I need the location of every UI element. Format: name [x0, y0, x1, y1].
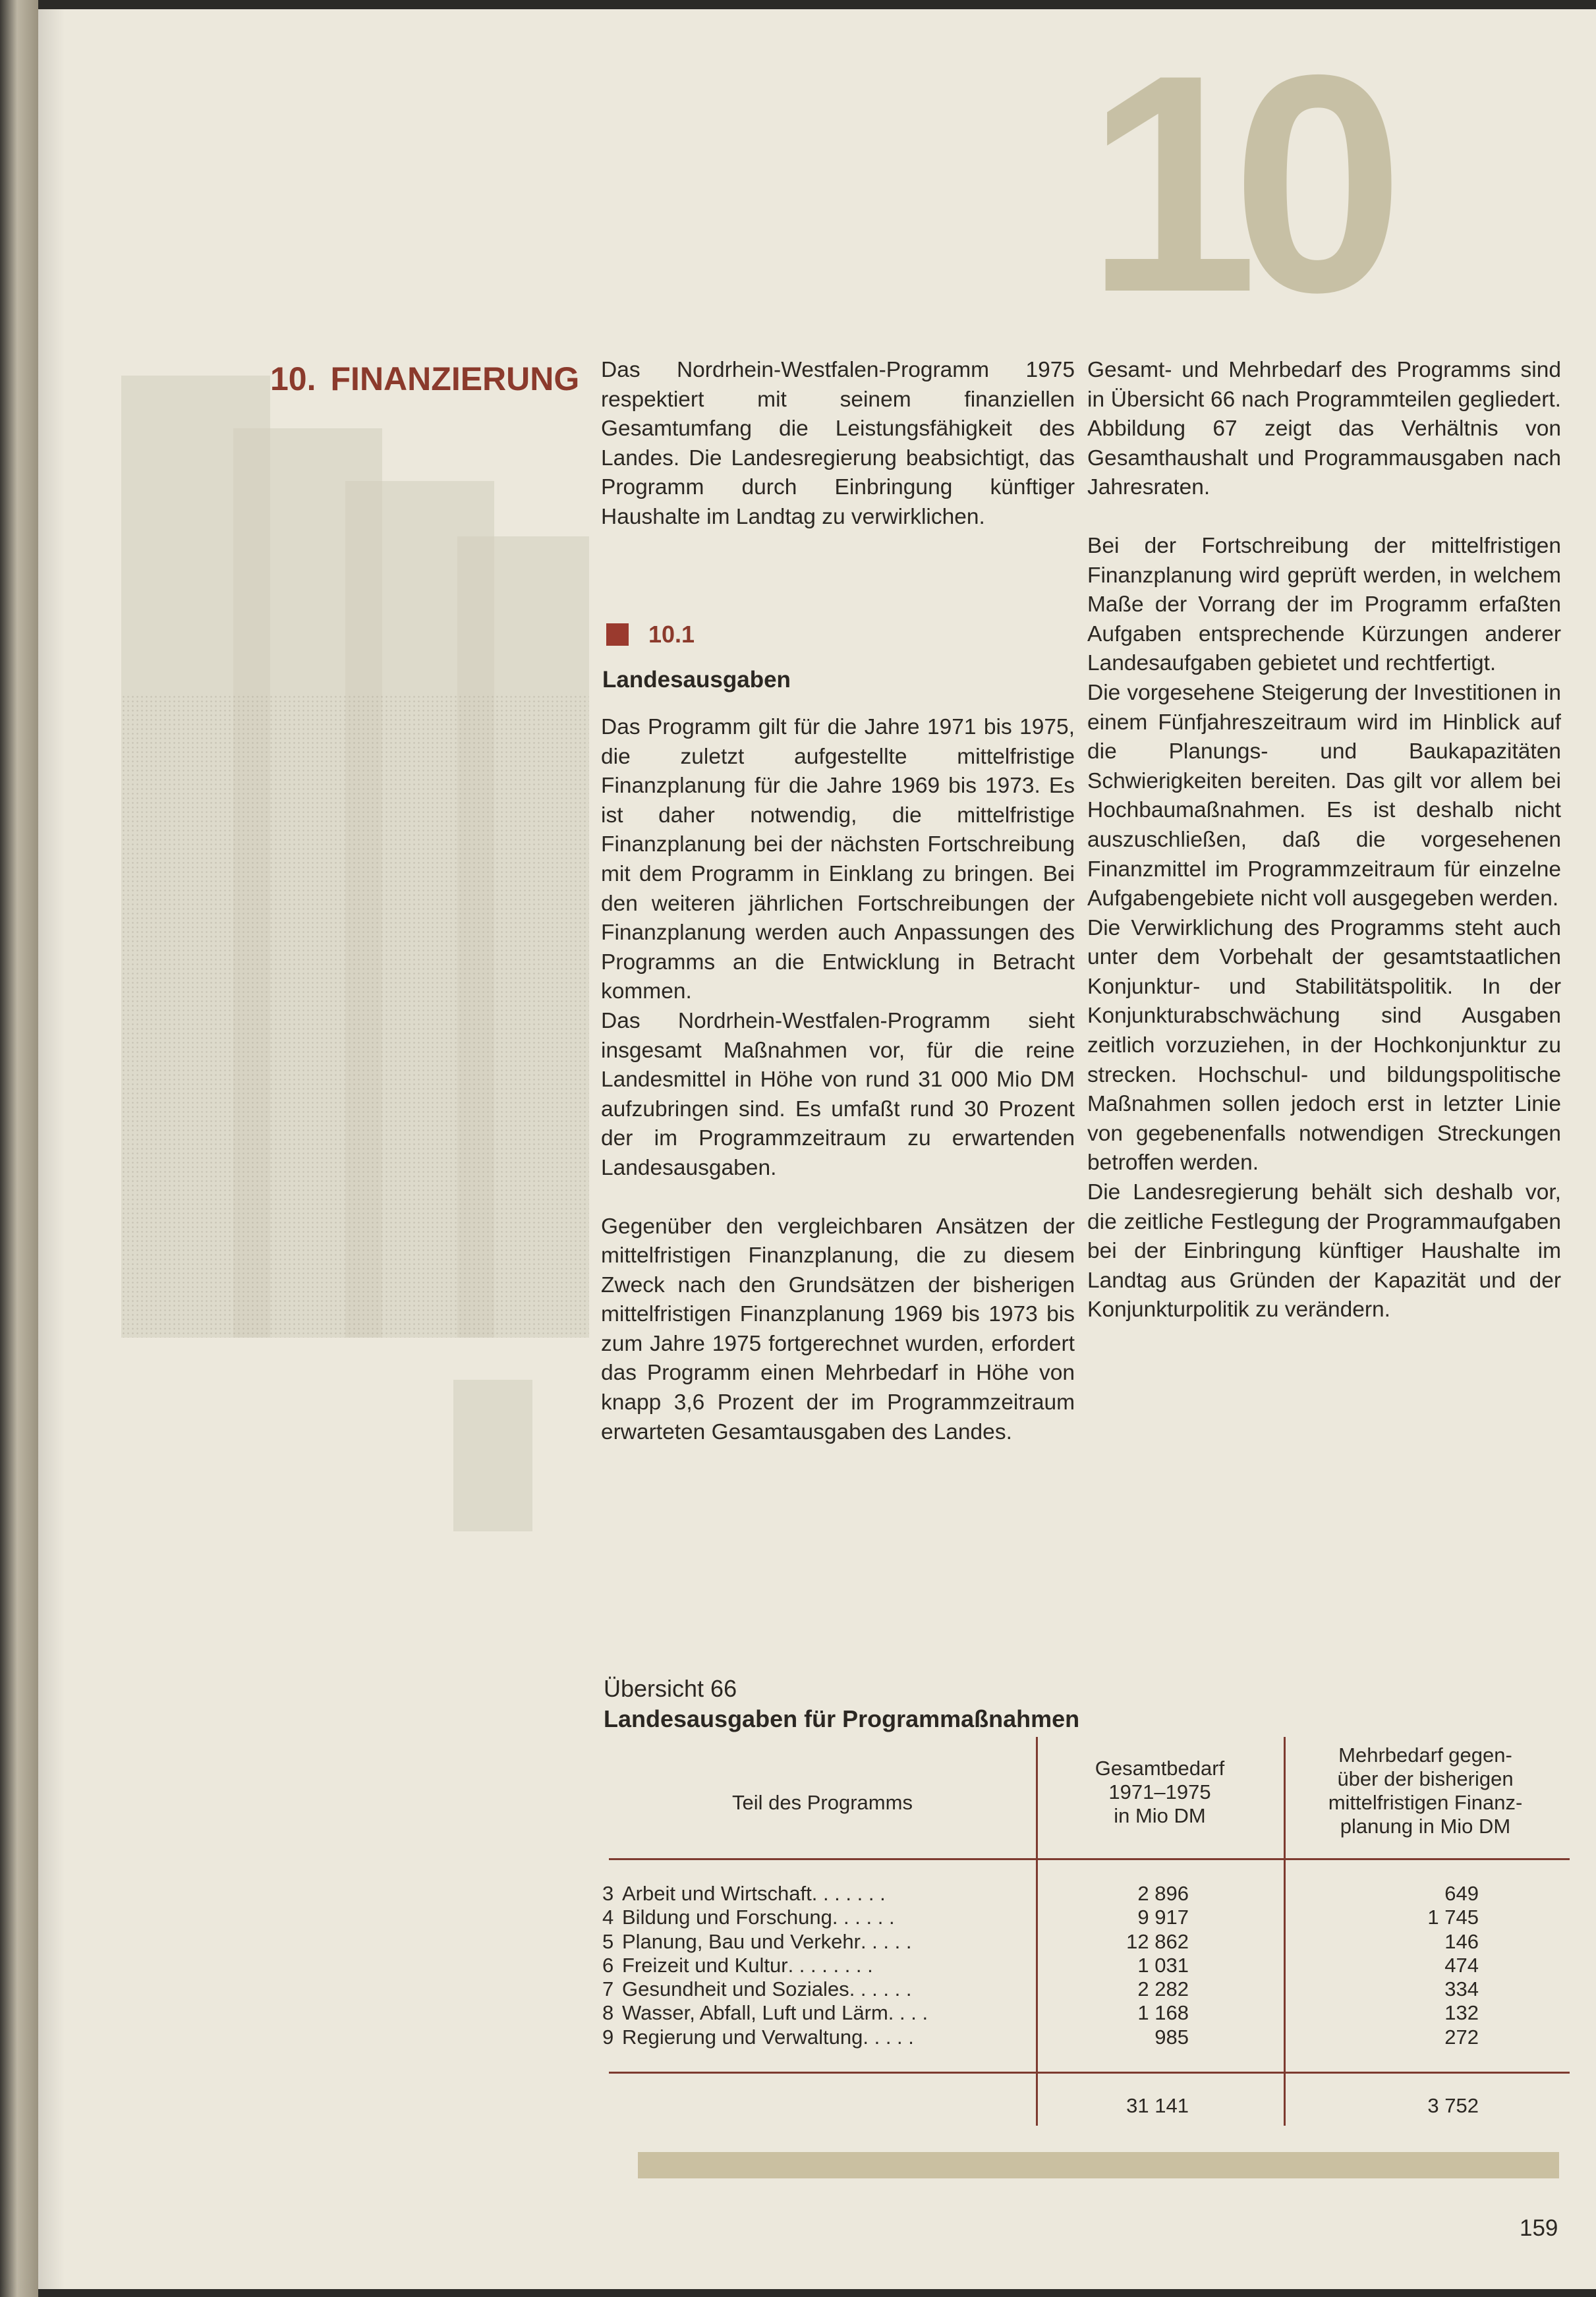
cell-extra: 272 [1444, 2025, 1479, 2049]
chapter-title: FINANZIERUNG [330, 360, 580, 397]
bleed-through-legend [453, 1380, 532, 1531]
row-leader: . . . . . . . [811, 1882, 886, 1905]
row-number: 5 [602, 1929, 614, 1953]
cell-total: 985 [1154, 2025, 1189, 2049]
table-row [602, 2026, 928, 2049]
cell-extra: 146 [1444, 1929, 1479, 1953]
header-line: mittelfristigen Finanz- [1328, 1791, 1523, 1814]
table-column-extra [1356, 1882, 1479, 2049]
cell-extra: 1 745 [1427, 1906, 1479, 1929]
row-label: Wasser, Abfall, Luft und Lärm [622, 2001, 888, 2025]
table-column-total [1066, 1882, 1189, 2049]
cell-total: 1 031 [1137, 1953, 1189, 1977]
row-number: 6 [602, 1953, 614, 1977]
body-paragraph: Gegenüber den vergleichbaren Ansätzen der mittelfristigen Finanzplanung, die zu diesem Zweck nach den Grundsätzen der bisherigen mittelfristigen Finanzplanung 1969 bis 1973 bis zum Jahre 1975 fortgerechnet wurden, erfordert das Programm einen Mehrbedarf in Höhe von knapp 3,6 Prozent der im Programmzeitraum erwarteten Gesamtausgaben des Landes. [601, 1214, 1075, 1444]
column-header-extra [1290, 1744, 1560, 1838]
row-leader: . . . . . [860, 1929, 912, 1953]
body-paragraph: Bei der Fortschreibung der mittelfristigen Finanzplanung wird geprüft werden, in welchem Maße der Vorrang der im Programm erfaßten Aufgaben entsprechende Kürzungen anderer Landesaufgaben gebietet und rechtfertigt. [1087, 533, 1561, 676]
cell-extra: 474 [1444, 1953, 1479, 1977]
table-row [602, 1930, 928, 1954]
overview-label: Übersicht 66 [604, 1675, 737, 1702]
page-number: 159 [1520, 2215, 1558, 2241]
section-number: 10.1 [648, 621, 695, 648]
column-header-total [1041, 1757, 1278, 1828]
body-paragraph: Das Programm gilt für die Jahre 1971 bis 1975, die zuletzt aufgestellte mittelfristige Finanzplanung für die Jahre 1969 bis 1973. Es ist daher notwendig, die mittelfristige Finanzplanung bei der nächsten Fortschreibung mit dem Programm in Einklang zu bringen. Bei den weiteren jährlichen Fortschreibungen der Finanzplanung werden auch Anpassungen des Programms an die Entwicklung in Betracht kommen. [601, 715, 1075, 1004]
body-paragraph: Gesamt- und Mehrbedarf des Programms sind in Übersicht 66 nach Programmteilen gegliedert. Abbildung 67 zeigt das Verhältnis von Gesamthaushalt und Programmausgaben nach Jahresraten. [1087, 358, 1561, 500]
row-label: Bildung und Forschung [622, 1906, 832, 1929]
column-1-body [601, 713, 1075, 1447]
body-paragraph: Die Landesregierung behält sich deshalb vor, die zeitliche Festlegung der Programmaufgaben bei der Einbringung künftiger Haushalte im Landtag aus Gründen der Kapazität und der Konjunkturpolitik zu verändern. [1087, 1180, 1561, 1322]
page [38, 9, 1596, 2289]
cell-extra: 132 [1444, 2001, 1479, 2025]
cell-total: 2 282 [1137, 1977, 1189, 2001]
header-line: Mehrbedarf gegen- [1338, 1744, 1512, 1767]
chapter-heading [270, 360, 579, 398]
table-sum-total: 31 141 [1126, 2094, 1189, 2117]
table-rule [609, 2072, 1570, 2074]
table-row-labels [602, 1882, 928, 2049]
table-row [602, 1954, 928, 1977]
row-label: Regierung und Verwaltung [622, 2025, 863, 2049]
section-heading [606, 621, 695, 648]
chapter-number: 10. [270, 360, 316, 397]
row-leader: . . . . . [863, 2025, 914, 2049]
row-leader: . . . . . . [832, 1906, 895, 1929]
chapter-big-number: 10 [1086, 11, 1378, 356]
table-row [602, 2001, 928, 2025]
row-label: Planung, Bau und Verkehr [622, 1929, 861, 1953]
row-label: Freizeit und Kultur [622, 1953, 788, 1977]
row-leader: . . . . . . . . [787, 1953, 873, 1977]
body-paragraph: Die Verwirklichung des Programms steht auch unter dem Vorbehalt der gesamtstaatlichen Konjunktur- und Stabilitätspolitik. In der Konjunkturabschwächung sind Ausgaben zeitlich vorzuziehen, in der Hochkonjunktur zu strecken. Hochschul- und bildungspolitische Maßnahmen sollen jedoch erst in letzter Linie von gegebenenfalls notwendigen Streckungen betroffen werden. [1087, 915, 1561, 1176]
column-2 [1087, 356, 1561, 1325]
header-line: 1971–1975 [1108, 1780, 1211, 1803]
intro-paragraph: Das Nordrhein-Westfalen-Programm 1975 respektiert mit seinem finanziellen Gesamtumfang die Leistungsfähigkeit des Landes. Die Landesregierung beabsichtigt, das Programm durch Einbringung künftiger Haushalte im Landtag zu verwirklichen. [601, 358, 1075, 529]
cell-extra: 334 [1444, 1977, 1479, 2001]
cell-total: 12 862 [1126, 1929, 1189, 1953]
section-square-icon [606, 623, 629, 646]
book-spine [0, 0, 38, 2297]
column-header-part: Teil des Programms [732, 1791, 913, 1814]
cell-extra: 649 [1444, 1882, 1479, 1905]
row-label: Gesundheit und Soziales [622, 1977, 849, 2001]
bleed-through-pattern [121, 695, 589, 1338]
table-row [602, 1977, 928, 2001]
header-line: in Mio DM [1114, 1804, 1206, 1827]
table-rule [609, 1858, 1570, 1860]
cell-total: 9 917 [1137, 1906, 1189, 1929]
table-row [602, 1882, 928, 1906]
column-1-intro [601, 356, 1075, 532]
header-line: über der bisherigen [1337, 1767, 1514, 1790]
cell-total: 2 896 [1137, 1882, 1189, 1905]
body-paragraph: Die vorgesehene Steigerung der Investitionen in einem Fünfjahreszeitraum wird im Hinblick auf die Planungs- und Baukapazitäten Schwierigkeiten bereiten. Das gilt vor allem bei Hochbaumaßnahmen. Es ist deshalb nicht auszuschließen, daß die vorgesehenen Finanzmittel im Programmzeitraum für einzelne Aufgabengebiete nicht voll ausgegeben werden. [1087, 680, 1561, 911]
body-paragraph: Das Nordrhein-Westfalen-Programm sieht insgesamt Maßnahmen vor, für die reine Landesmittel in Höhe von rund 31 000 Mio DM aufzubringen sind. Es umfaßt rund 30 Prozent der im Programmzeitraum zu erwartenden Landesausgaben. [601, 1008, 1075, 1180]
header-line: Gesamtbedarf [1095, 1757, 1225, 1780]
row-leader: . . . . . . [849, 1977, 912, 2001]
table-row [602, 1906, 928, 1929]
table-sum-extra: 3 752 [1427, 2094, 1479, 2117]
row-leader: . . . . [888, 2001, 928, 2025]
table-divider [1284, 1737, 1286, 2126]
cell-total: 1 168 [1137, 2001, 1189, 2025]
row-number: 8 [602, 2001, 614, 2025]
row-number: 4 [602, 1906, 614, 1929]
section-title: Landesausgaben [602, 667, 791, 693]
decorative-bar [638, 2152, 1559, 2178]
row-number: 7 [602, 1977, 614, 2001]
overview-title: Landesausgaben für Programmaßnahmen [604, 1705, 1080, 1732]
header-line: planung in Mio DM [1340, 1815, 1511, 1838]
row-number: 9 [602, 2025, 614, 2049]
table-divider [1036, 1737, 1038, 2126]
row-number: 3 [602, 1882, 614, 1905]
row-label: Arbeit und Wirtschaft [622, 1882, 812, 1905]
